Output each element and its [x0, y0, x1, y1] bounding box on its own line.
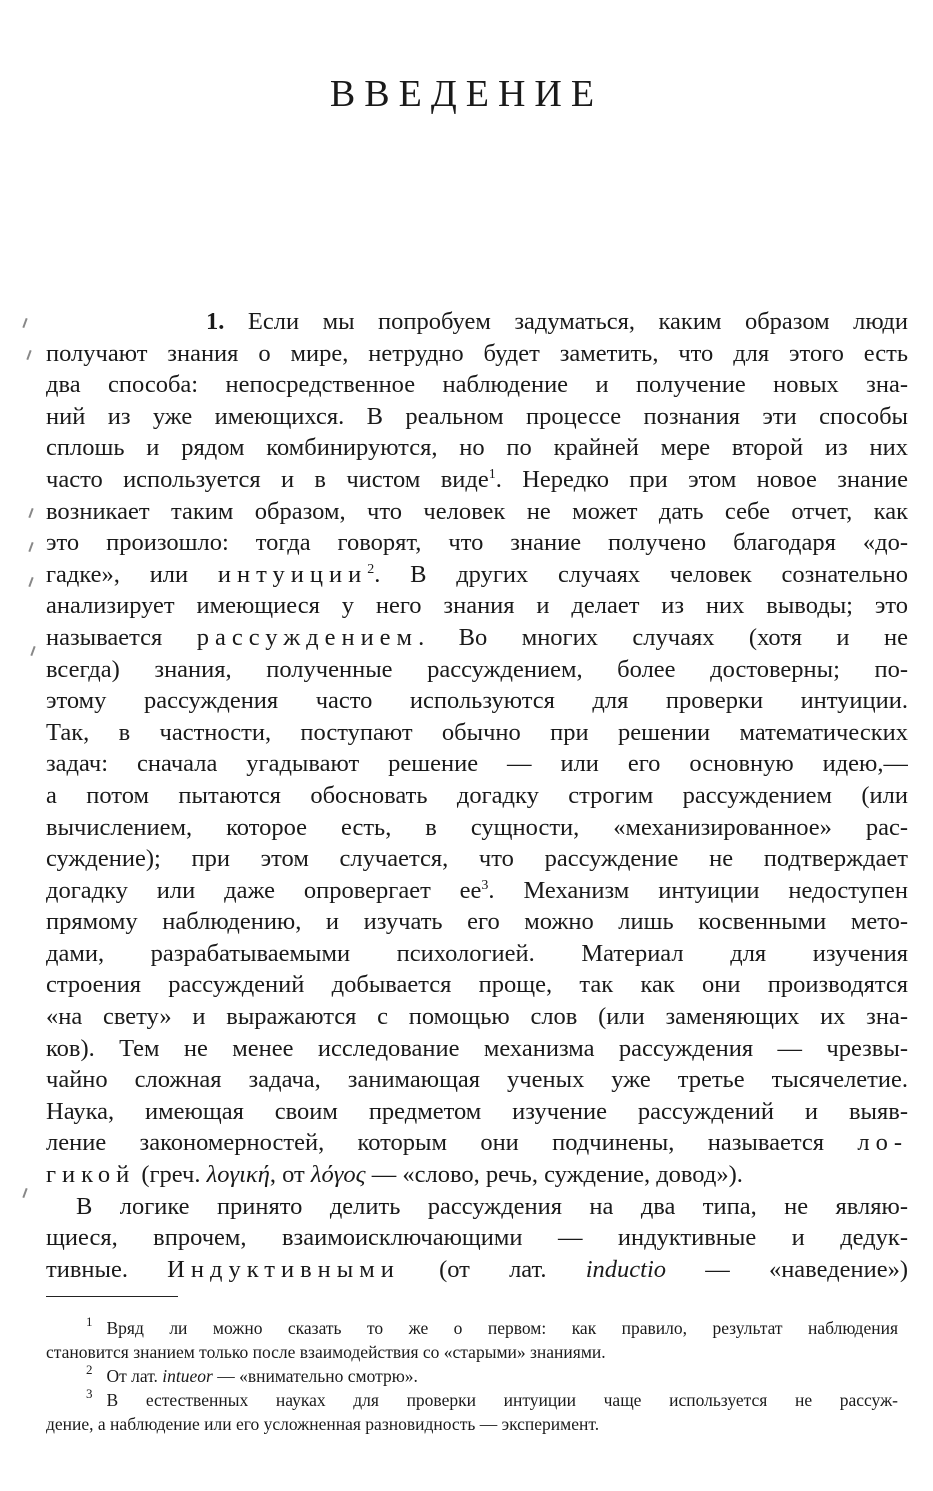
margin-mark [30, 646, 35, 656]
text-run: От лат. [106, 1366, 163, 1386]
text-run: ков). Тем не менее исследование механизма рассуждения — чрезвы- [46, 1034, 908, 1062]
text-run: . Нередко при этом новое знание [495, 465, 908, 493]
margin-mark [22, 318, 27, 328]
text-run: дами, разрабатываемыми психологией. Материал для изучения [46, 939, 908, 967]
text-line [46, 590, 908, 622]
text-line [46, 1191, 908, 1223]
text-run: — «внимательно смотрю». [212, 1366, 418, 1386]
text-line [46, 1127, 908, 1159]
text-line [46, 1254, 908, 1286]
text-line [46, 1001, 908, 1033]
footnote-marker: 3 [86, 1388, 93, 1401]
footnote-separator [46, 1296, 178, 1297]
text-run: — «слово, речь, суждение, довод»). [365, 1161, 743, 1189]
text-run: прямому наблюдению, и изучать его можно лишь косвенными мето- [46, 908, 908, 936]
spaced-term: ло- [857, 1129, 908, 1157]
footnote-marker: 1 [488, 466, 496, 482]
text-run: суждение); при этом случается, что рассуждение не подтверждает [46, 845, 908, 873]
text-run: (от лат. [399, 1255, 586, 1283]
text-line [46, 1159, 908, 1191]
foreign-term: λόγος [310, 1161, 366, 1189]
text-line [46, 338, 908, 370]
foreign-term: inductio [585, 1255, 667, 1283]
text-run: дение, а наблюдение или его усложненная разновидность — эксперимент. [46, 1414, 600, 1434]
text-line [46, 748, 908, 780]
paragraph-number: 1. [206, 308, 225, 335]
margin-mark [22, 1188, 27, 1198]
footnote-line [46, 1364, 898, 1388]
spaced-term: рассуждением [196, 623, 419, 651]
text-line [46, 527, 908, 559]
footnote-marker: 1 [86, 1316, 93, 1329]
text-run: строения рассуждений добывается проще, так как они производятся [46, 971, 908, 999]
margin-mark [28, 577, 33, 587]
text-run: тивные. [46, 1255, 168, 1283]
text-line [46, 369, 908, 401]
text-run: . Во многих случаях (хотя и не [418, 623, 908, 651]
text-line [46, 969, 908, 1001]
text-run: всегда) знания, полученные рассуждением, более достоверны; по- [46, 655, 908, 683]
text-run: В логике принято делить рассуждения на два типа, не являю- [76, 1192, 908, 1220]
text-run: ление закономерностей, которым они подчинены, называется [46, 1129, 858, 1157]
text-run: получают знания о мире, нетрудно будет заметить, что для этого есть [46, 339, 908, 367]
text-line [46, 432, 908, 464]
text-run: два способа: непосредственное наблюдение и получение новых зна- [46, 371, 908, 399]
text-run: (греч. [135, 1161, 207, 1189]
text-run: вычислением, которое есть, в сущности, «механизированное» рас- [46, 813, 908, 841]
text-run: Так, в частности, поступают обычно при решении математических [46, 718, 908, 746]
foreign-term: intueor [162, 1366, 213, 1386]
spaced-term: интуиции [217, 560, 368, 588]
spaced-term: гикой [46, 1161, 136, 1189]
text-line [46, 843, 908, 875]
text-run: «на свету» и выражаются с помощью слов (или заменяющих их зна- [46, 1003, 908, 1031]
text-line [46, 401, 908, 433]
text-line [46, 1222, 908, 1254]
footnote-marker: 2 [86, 1364, 93, 1377]
text-run: анализирует имеющиеся у него знания и делает из них выводы; это [46, 592, 908, 620]
text-run: часто используется и в чистом виде [46, 465, 489, 493]
text-run: щиеся, впрочем, взаимоисключающими — индуктивные и дедук- [46, 1224, 908, 1252]
text-run: Вряд ли можно сказать то же о первом: как правило, результат наблюдения [106, 1318, 898, 1338]
text-run: становится знанием только после взаимодействия со «старыми» знаниями. [46, 1342, 606, 1362]
text-line [46, 717, 908, 749]
text-run: . Механизм интуиции недоступен [488, 876, 908, 904]
text-run: называется [46, 623, 197, 651]
text-line [46, 1033, 908, 1065]
text-run: ний из уже имеющихся. В реальном процессе познания эти способы [46, 402, 908, 430]
text-run: чайно сложная задача, занимающая ученых уже третье тысячелетие. [46, 1066, 908, 1094]
foreign-term: λογική [206, 1161, 270, 1189]
text-line [46, 906, 908, 938]
footnote-marker: 2 [367, 561, 375, 577]
text-run: задач: сначала угадывают решение — или его основную идею,— [46, 750, 908, 778]
text-line [46, 685, 908, 717]
text-run: Наука, имеющая своим предметом изучение рассуждений и выяв- [46, 1097, 908, 1125]
margin-mark [28, 508, 33, 518]
text-line [46, 464, 908, 496]
text-line [46, 654, 908, 686]
text-line [46, 812, 908, 844]
spaced-term: Индуктивными [167, 1255, 400, 1283]
footnote-line [46, 1340, 898, 1364]
text-run: . В других случаях человек сознательно [374, 560, 908, 588]
text-run: сплошь и рядом комбинируются, но по крайней мере второй из них [46, 434, 908, 462]
margin-mark [26, 350, 31, 360]
text-run: этому рассуждения часто используются для проверки интуиции. [46, 687, 908, 715]
text-line [46, 1096, 908, 1128]
main-text [46, 306, 908, 1285]
footnote-line [46, 1388, 898, 1412]
text-run: а потом пытаются обосновать догадку строгим рассуждением (или [46, 781, 908, 809]
text-line [46, 622, 908, 654]
footnotes [46, 1316, 898, 1436]
chapter-heading: ВВЕДЕНИЕ [329, 73, 604, 115]
text-line [46, 496, 908, 528]
text-run: гадке», или [46, 560, 218, 588]
text-line [46, 938, 908, 970]
text-line [46, 559, 908, 591]
text-run: , от [269, 1161, 311, 1189]
text-line [46, 780, 908, 812]
text-run: Если мы попробуем задуматься, каким образом люди [224, 308, 908, 335]
text-run: — «наведение») [666, 1255, 908, 1283]
text-line [46, 306, 908, 338]
text-run: догадку или даже опровергает ее [46, 876, 482, 904]
text-run: В естественных науках для проверки интуиции чаще используется не рассуж- [106, 1390, 898, 1410]
text-run: это произошло: тогда говорят, что знание получено благодаря «до- [46, 529, 908, 557]
text-run: возникает таким образом, что человек не может дать себе отчет, как [46, 497, 908, 525]
footnote-marker: 3 [481, 877, 489, 893]
text-line [46, 875, 908, 907]
text-line [46, 1064, 908, 1096]
footnote-line [46, 1412, 898, 1436]
footnote-line [46, 1316, 898, 1340]
margin-mark [28, 542, 33, 552]
